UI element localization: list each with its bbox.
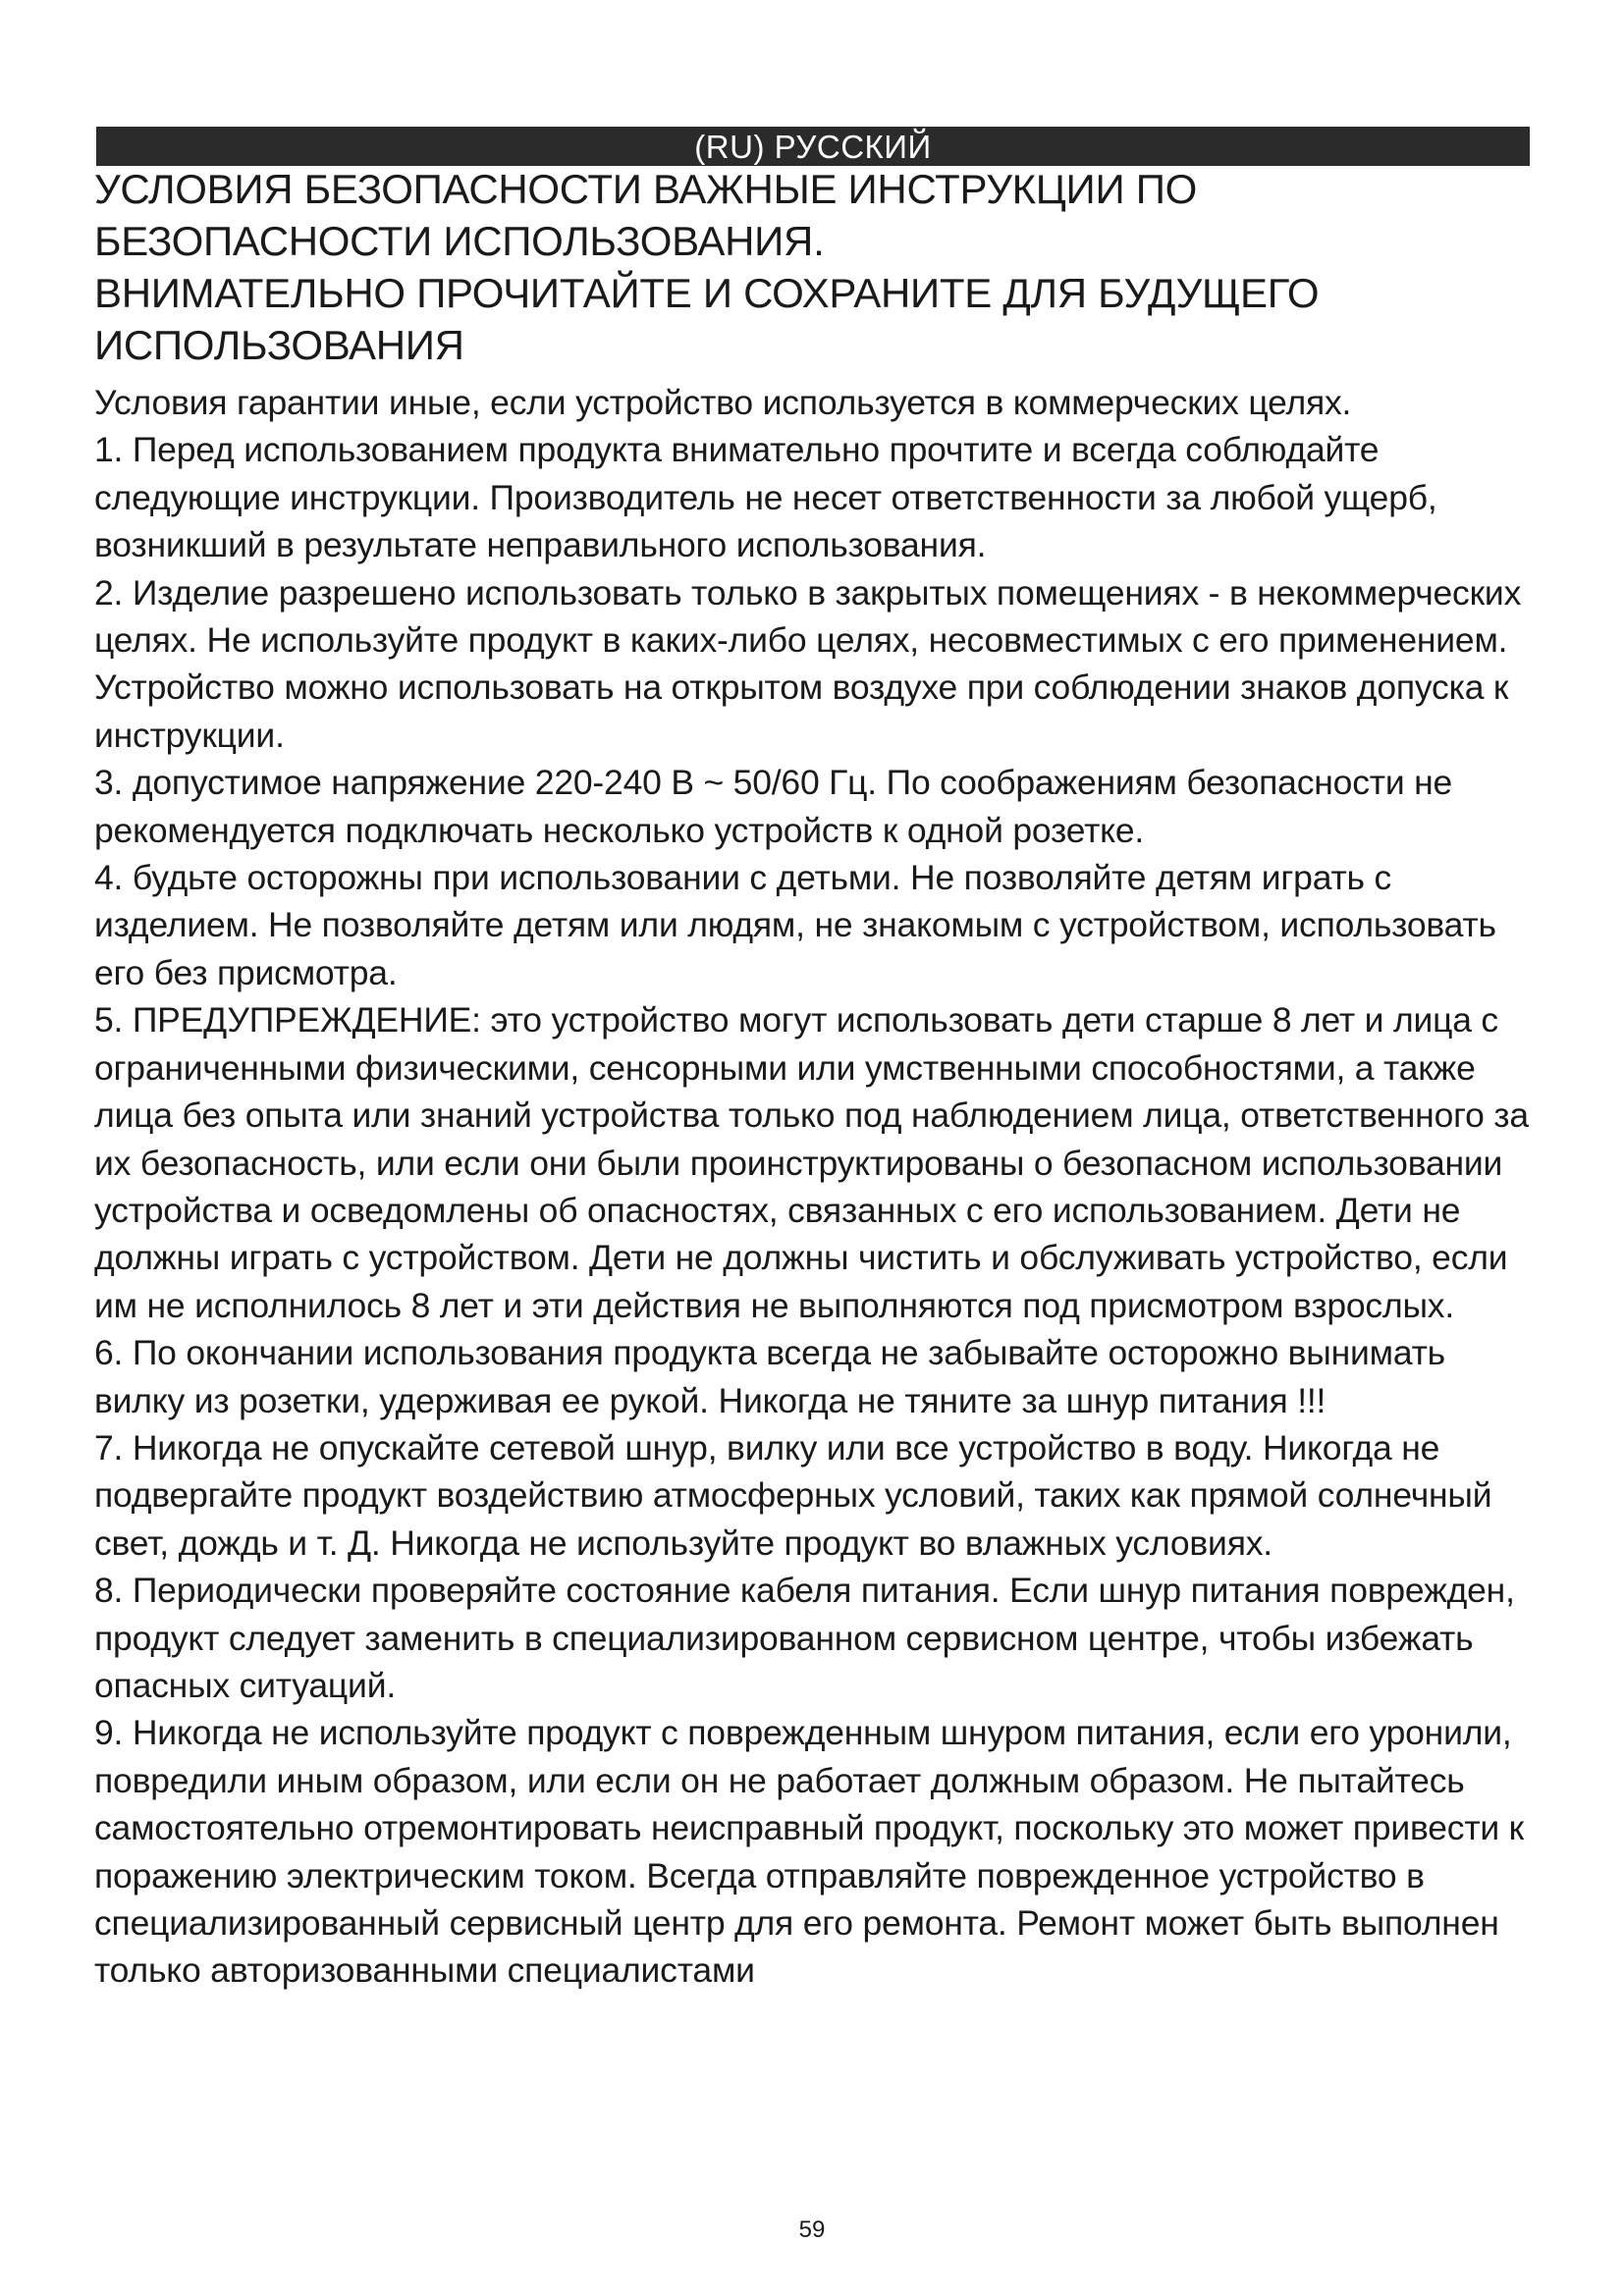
instruction-item-6: 6. По окончании использования продукта всегда не забывайте осторожно вынимать вилку из розетки, удерживая ее рукой. Никогда не тяните за шнур питания !!! xyxy=(94,1333,1445,1420)
safety-heading: УСЛОВИЯ БЕЗОПАСНОСТИ ВАЖНЫЕ ИНСТРУКЦИИ ПО БЕЗОПАСНОСТИ ИСПОЛЬЗОВАНИЯ. xyxy=(94,166,1197,264)
document-body xyxy=(94,163,1538,1995)
instruction-item-9: 9. Никогда не используйте продукт с поврежденным шнуром питания, если его уронили, повредили иным образом, или если он не работает должным образом. Не пытайтесь самостоятельно отремонтировать неисправный продукт, поскольку это может привести к поражению электрическим током. Всегда отправляйте поврежденное устройство в специализированный сервисный центр для его ремонта. Ремонт может быть выполнен только авторизованными специалистами xyxy=(94,1713,1525,1991)
read-and-keep-heading: ВНИМАТЕЛЬНО ПРОЧИТАЙТЕ И СОХРАНИТЕ ДЛЯ БУДУЩЕГО ИСПОЛЬЗОВАНИЯ xyxy=(94,270,1320,368)
warranty-note: Условия гарантии иные, если устройство используется в коммерческих целях. xyxy=(94,383,1352,422)
instruction-item-8: 8. Периодически проверяйте состояние кабеля питания. Если шнур питания поврежден, продукт следует заменить в специализированном сервисном центре, чтобы избежать опасных ситуаций. xyxy=(94,1571,1515,1705)
instruction-item-1: 1. Перед использованием продукта внимательно прочтите и всегда соблюдайте следующие инструкции. Производитель не несет ответственности за любой ущерб, возникший в результате неправильного использования. xyxy=(94,430,1437,565)
language-label: (RU) РУССКИЙ xyxy=(694,129,932,165)
language-header-bar xyxy=(96,127,1530,166)
instruction-item-3: 3. допустимое напряжение 220-240 В ~ 50/60 Гц. По соображениям безопасности не рекомендуется подключать несколько устройств к одной розетке. xyxy=(94,763,1453,850)
instruction-item-5: 5. ПРЕДУПРЕЖДЕНИЕ: это устройство могут использовать дети старше 8 лет и лица с ограниченными физическими, сенсорными или умственными способностями, а также лица без опыта или знаний устройства только под наблюдением лица, ответственного за их безопасность, или если они были проинструктированы о безопасном использовании устройства и осведомлены об опасностях, связанных с его использованием. Дети не должны играть с устройством. Дети не должны чистить и обслуживать устройство, если им не исполнилось 8 лет и эти действия не выполняются под присмотром взрослых. xyxy=(94,1000,1529,1325)
page-number: 59 xyxy=(798,2216,826,2243)
instruction-item-4: 4. будьте осторожны при использовании с детьми. Не позволяйте детям играть с изделием. Не позволяйте детям или людям, не знакомым с устройством, использовать его без присмотра. xyxy=(94,858,1496,992)
instruction-item-2: 2. Изделие разрешено использовать только в закрытых помещениях - в некоммерческих целях. Не используйте продукт в каких-либо целях, несовместимых с его применением. Устройство можно использовать на открытом воздухе при соблюдении знаков допуска к инструкции. xyxy=(94,572,1522,755)
instruction-item-7: 7. Никогда не опускайте сетевой шнур, вилку или все устройство в воду. Никогда не подвергайте продукт воздействию атмосферных условий, таких как прямой солнечный свет, дождь и т. Д. Никогда не используйте продукт во влажных условиях. xyxy=(94,1427,1492,1563)
